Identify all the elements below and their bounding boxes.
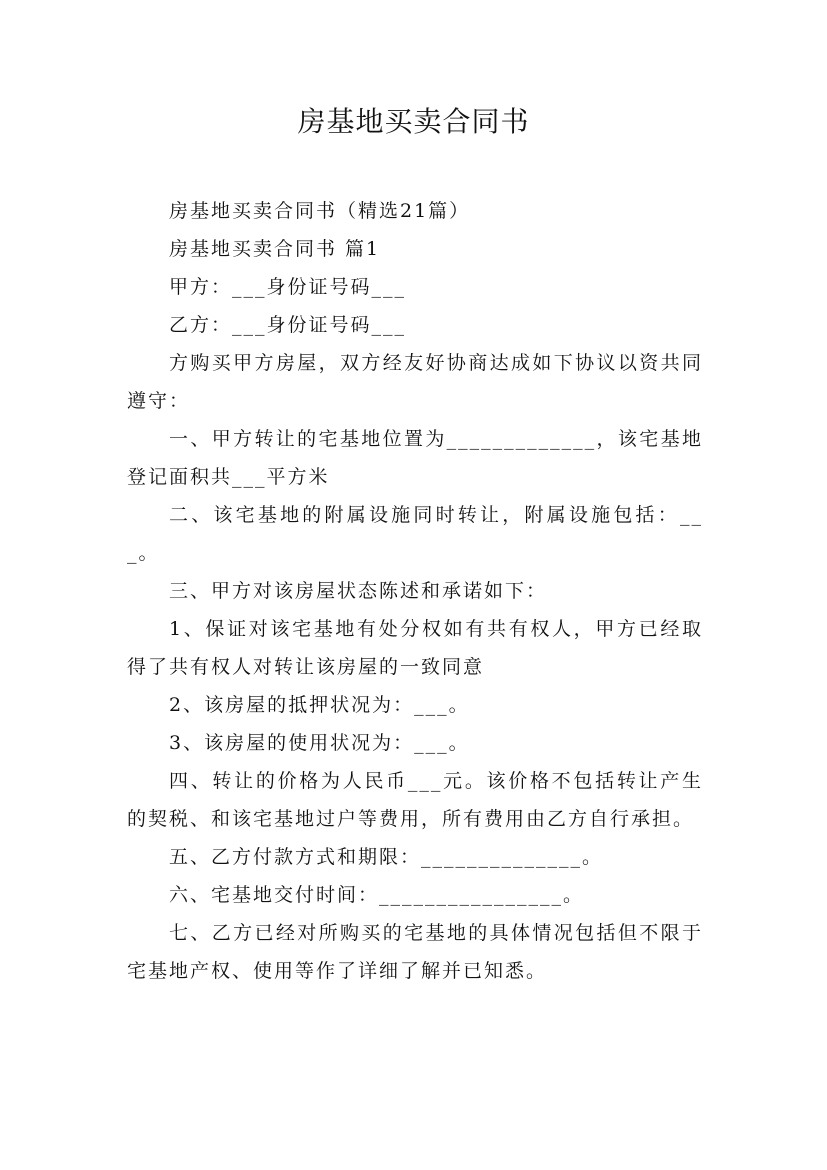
document-title: 房基地买卖合同书 (297, 105, 530, 138)
paragraph-agreement-intro: 方购买甲方房屋，双方经友好协商达成如下协议以资共同遵守： (127, 352, 703, 412)
paragraph-clause-2: 二、该宅基地的附属设施同时转让，附属设施包括：___。 (127, 504, 703, 564)
paragraph-subtitle: 房基地买卖合同书（精选21篇） (169, 200, 471, 222)
paragraph-party-b: 乙方：___身份证号码___ (169, 314, 407, 336)
paragraph-clause-6: 六、宅基地交付时间：________________。 (169, 884, 585, 906)
paragraph-clause-4: 四、转让的价格为人民币___元。该价格不包括转让产生的契税、和该宅基地过户等费用，所有费用由乙方自行承担。 (127, 770, 703, 830)
paragraph-clause-1: 一、甲方转让的宅基地位置为_____________，该宅基地登记面积共___平方米 (127, 428, 703, 488)
paragraph-section-heading: 房基地买卖合同书 篇1 (169, 238, 381, 260)
paragraph-clause-5: 五、乙方付款方式和期限：______________。 (169, 846, 604, 868)
document-body (127, 192, 703, 990)
paragraph-clause-3-item-3: 3、该房屋的使用状况为：___。 (169, 732, 470, 754)
paragraph-clause-3-item-2: 2、该房屋的抵押状况为：___。 (169, 694, 470, 716)
paragraph-clause-7: 七、乙方已经对所购买的宅基地的具体情况包括但不限于宅基地产权、使用等作了详细了解并已知悉。 (127, 922, 703, 982)
paragraph-clause-3-item-1: 1、保证对该宅基地有处分权如有共有权人，甲方已经取得了共有权人对转让该房屋的一致同意 (127, 618, 703, 678)
paragraph-clause-3: 三、甲方对该房屋状态陈述和承诺如下： (169, 580, 548, 602)
paragraph-party-a: 甲方：___身份证号码___ (169, 276, 407, 298)
